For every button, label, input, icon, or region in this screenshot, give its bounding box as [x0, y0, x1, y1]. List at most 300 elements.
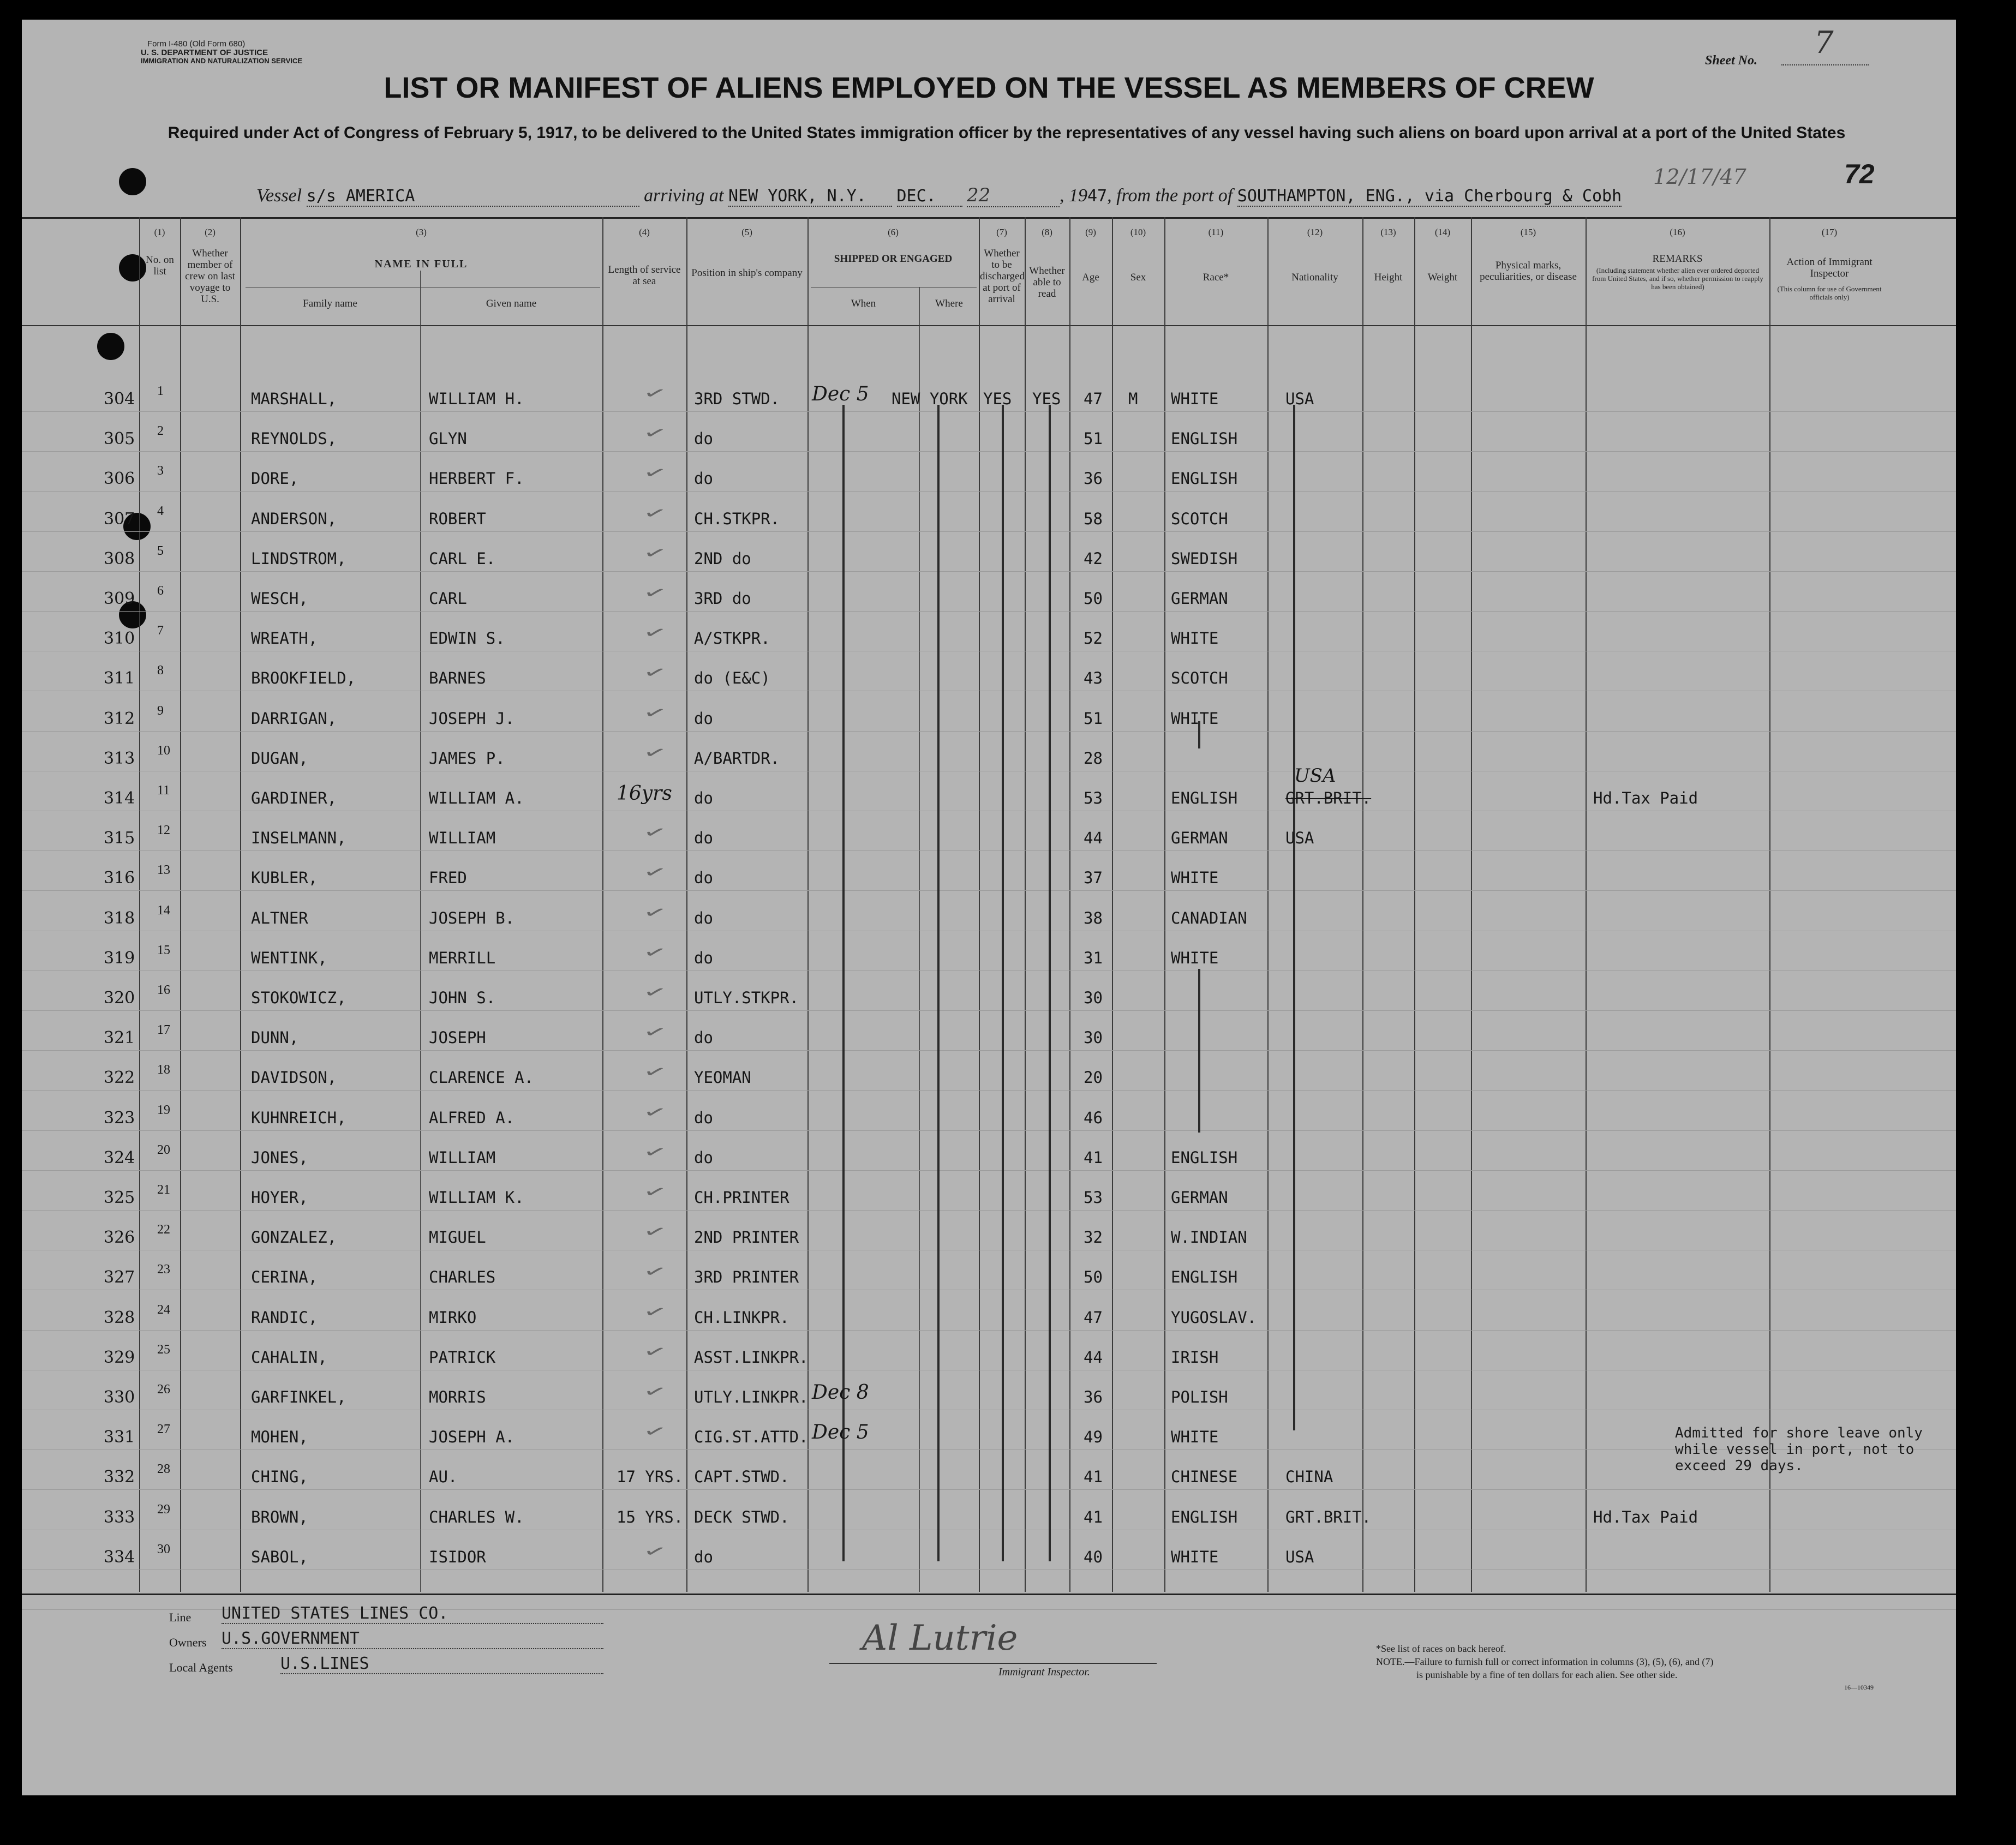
row-given-name: JAMES P.	[429, 748, 505, 768]
row-race: SWEDISH	[1171, 549, 1238, 568]
row-family-name: DARRIGAN,	[251, 709, 337, 728]
ruled-line	[22, 571, 1956, 572]
row-age: 43	[1084, 669, 1103, 688]
col-head-weight: Weight	[1427, 272, 1458, 283]
ruled-line	[22, 850, 1956, 851]
check-mark-icon: ✓	[643, 1538, 667, 1564]
sheet-number: 7	[1814, 25, 1834, 61]
check-mark-icon: ✓	[643, 1379, 667, 1404]
row-list-number: 21	[157, 1183, 170, 1197]
row-position: A/STKPR.	[694, 629, 770, 648]
row-service-length: 16yrs	[617, 782, 672, 805]
check-mark-icon: ✓	[643, 1259, 667, 1284]
row-position: CIG.ST.ATTD.	[694, 1428, 809, 1447]
form-service: IMMIGRATION AND NATURALIZATION SERVICE	[141, 57, 303, 65]
row-nationality: USA	[1285, 390, 1314, 408]
column-rule	[1471, 217, 1472, 1592]
column-rule	[420, 271, 421, 1592]
inspector-note-line: while vessel in port, not to	[1675, 1441, 1915, 1458]
form-number: Form I-480 (Old Form 680)	[147, 39, 246, 49]
line-value: UNITED STATES LINES CO.	[222, 1604, 603, 1624]
row-race: SCOTCH	[1171, 669, 1228, 688]
check-mark-icon: ✓	[643, 700, 667, 724]
row-list-number: 4	[157, 504, 164, 518]
row-age: 30	[1084, 989, 1103, 1007]
row-seq-number: 313	[104, 748, 135, 768]
row-age: 53	[1084, 1188, 1103, 1207]
row-nationality-correction: USA	[1294, 765, 1336, 787]
row-list-number: 23	[157, 1262, 170, 1277]
row-seq-number: 328	[104, 1308, 135, 1327]
row-given-name: JOSEPH J.	[429, 709, 515, 728]
row-age: 46	[1084, 1108, 1103, 1127]
row-service-length: 17 YRS.	[617, 1467, 684, 1487]
row-list-number: 7	[157, 624, 164, 638]
row-list-number: 14	[157, 903, 170, 918]
row-position: 2ND do	[694, 549, 751, 568]
row-seq-number: 304	[104, 390, 135, 409]
row-given-name: ISIDOR	[429, 1547, 486, 1566]
row-family-name: JONES,	[251, 1148, 308, 1167]
row-family-name: HOYER,	[251, 1188, 308, 1207]
column-rule	[240, 217, 241, 1592]
row-list-number: 10	[157, 743, 170, 758]
row-family-name: KUBLER,	[251, 868, 318, 888]
row-seq-number: 327	[104, 1268, 135, 1287]
row-given-name: ALFRED A.	[429, 1108, 515, 1127]
row-given-name: MIRKO	[429, 1308, 477, 1327]
check-mark-icon: ✓	[643, 540, 667, 565]
row-position: ASST.LINKPR.	[694, 1347, 809, 1367]
arrival-year-prefix: 19	[1069, 185, 1087, 206]
row-race: CANADIAN	[1171, 908, 1247, 927]
row-family-name: MARSHALL,	[251, 390, 337, 408]
row-list-number: 13	[157, 863, 170, 878]
col-num: (14)	[1434, 227, 1451, 237]
check-mark-icon: ✓	[643, 1299, 667, 1323]
header-divider	[22, 325, 1956, 326]
row-shipped-when: Dec 5	[812, 1421, 869, 1444]
row-seq-number: 311	[104, 669, 135, 688]
row-seq-number: 307	[104, 509, 135, 529]
col-num: (7)	[996, 227, 1007, 237]
col-num: (3)	[416, 227, 427, 237]
inspector-signature: Al Lutrie	[862, 1618, 1018, 1658]
row-position: 3RD STWD.	[694, 390, 780, 408]
row-age: 41	[1084, 1148, 1103, 1167]
check-mark-icon: ✓	[643, 1099, 667, 1124]
row-race: ENGLISH	[1171, 1507, 1238, 1526]
ruled-line	[22, 731, 1956, 732]
row-list-number: 19	[157, 1103, 170, 1117]
row-family-name: WENTINK,	[251, 948, 327, 967]
col-num: (16)	[1670, 227, 1685, 237]
row-given-name: WILLIAM K.	[429, 1188, 524, 1207]
row-nationality: USA	[1285, 1547, 1314, 1566]
punch-hole	[119, 168, 146, 195]
row-family-name: RANDIC,	[251, 1308, 318, 1327]
column-rule	[979, 217, 980, 1592]
row-list-number: 9	[157, 703, 164, 718]
col-head-remarks-note: (Including statement whether alien ever ordered deported from United States, and if so, whether permission to reapply has been obtained)	[1592, 266, 1763, 291]
ruled-line	[22, 1449, 1956, 1450]
row-family-name: CERINA,	[251, 1268, 318, 1287]
check-mark-icon: ✓	[643, 740, 667, 765]
owners-label: Owners	[169, 1636, 207, 1649]
check-mark-icon: ✓	[643, 660, 667, 685]
row-given-name: CLARENCE A.	[429, 1068, 534, 1087]
row-family-name: CHING,	[251, 1467, 308, 1487]
col-num: (9)	[1085, 227, 1096, 237]
col-head-read: Whether able to read	[1029, 265, 1065, 299]
check-mark-icon: ✓	[643, 500, 667, 525]
row-race: W.INDIAN	[1171, 1228, 1247, 1247]
row-given-name: CHARLES	[429, 1268, 496, 1287]
row-given-name: ROBERT	[429, 509, 486, 528]
inspector-note-line: exceed 29 days.	[1675, 1458, 1803, 1474]
row-age: 38	[1084, 908, 1103, 927]
departure-port: SOUTHAMPTON, ENG., via Cherbourg & Cobh	[1237, 187, 1622, 206]
row-seq-number: 334	[104, 1547, 135, 1567]
footnote-fine-cont: is punishable by a fine of ten dollars for each alien. See other side.	[1416, 1669, 1678, 1680]
ditto-mark	[1049, 405, 1051, 1561]
row-family-name: LINDSTROM,	[251, 549, 346, 568]
row-given-name: HERBERT F.	[429, 469, 524, 488]
row-seq-number: 323	[104, 1108, 135, 1128]
row-given-name: MORRIS	[429, 1388, 486, 1406]
col-head-where: Where	[935, 298, 963, 309]
row-seq-number: 332	[104, 1467, 135, 1487]
check-mark-icon: ✓	[643, 1219, 667, 1244]
row-race: ENGLISH	[1171, 429, 1238, 448]
check-mark-icon: ✓	[643, 580, 667, 605]
row-age: 51	[1084, 429, 1103, 448]
row-remarks: Hd.Tax Paid	[1593, 789, 1698, 807]
row-list-number: 17	[157, 1023, 170, 1038]
row-position: do	[694, 868, 713, 888]
col-head-age: Age	[1082, 272, 1099, 283]
agents-value: U.S.LINES	[280, 1654, 603, 1674]
row-given-name: JOSEPH B.	[429, 908, 515, 927]
row-list-number: 16	[157, 983, 170, 997]
row-given-name: EDWIN S.	[429, 629, 505, 648]
ruled-line	[22, 411, 1956, 412]
row-seq-number: 316	[104, 868, 135, 888]
row-position: CH.LINKPR.	[694, 1308, 789, 1327]
column-rule	[1586, 217, 1587, 1592]
row-family-name: BROOKFIELD,	[251, 669, 356, 688]
row-age: 51	[1084, 709, 1103, 728]
row-seq-number: 310	[104, 629, 135, 649]
row-race: ENGLISH	[1171, 1148, 1238, 1167]
row-age: 20	[1084, 1068, 1103, 1087]
row-seq-number: 308	[104, 549, 135, 568]
row-age: 47	[1084, 1308, 1103, 1327]
row-position: do	[694, 1028, 713, 1047]
col-num: (1)	[154, 227, 165, 237]
row-age: 28	[1084, 748, 1103, 768]
col-head-race: Race*	[1203, 272, 1229, 283]
row-race: SCOTCH	[1171, 509, 1228, 528]
check-mark-icon: ✓	[643, 420, 667, 445]
col-head-service: Length of service at sea	[608, 264, 681, 287]
col-head-no: No. on list	[146, 254, 174, 277]
row-position: 3RD do	[694, 589, 751, 608]
col-num: (15)	[1520, 227, 1536, 237]
row-given-name: WILLIAM A.	[429, 789, 524, 807]
row-seq-number: 306	[104, 469, 135, 489]
row-family-name: ANDERSON,	[251, 509, 337, 528]
row-age: 44	[1084, 829, 1103, 848]
row-nationality: GRT.BRIT.	[1285, 1507, 1372, 1526]
row-race: WHITE	[1171, 709, 1219, 728]
col-num: (5)	[741, 227, 752, 237]
row-race: GERMAN	[1171, 829, 1228, 848]
page-subtitle: Required under Act of Congress of February 5, 1917, to be delivered to the United States immigration officer by the representatives of any vessel having such aliens on board upon arrival at a port of the United States	[167, 124, 1846, 142]
row-list-number: 3	[157, 464, 164, 478]
row-age: 52	[1084, 629, 1103, 648]
col-num: (6)	[888, 227, 899, 237]
arrival-port: NEW YORK, N.Y.	[728, 187, 892, 207]
row-seq-number: 314	[104, 789, 135, 808]
signature-line	[829, 1663, 1157, 1664]
row-seq-number: 312	[104, 709, 135, 728]
ditto-mark	[937, 405, 940, 1561]
inspector-note-line: Admitted for shore leave only	[1675, 1425, 1923, 1441]
ruled-line	[22, 531, 1956, 532]
row-position: CH.PRINTER	[694, 1188, 789, 1207]
sheet-label: Sheet No.	[1705, 53, 1757, 68]
check-mark-icon: ✓	[643, 1339, 667, 1364]
row-position: do	[694, 429, 713, 448]
row-race: IRISH	[1171, 1347, 1219, 1367]
row-position: do (E&C)	[694, 669, 770, 688]
row-seq-number: 322	[104, 1068, 135, 1088]
col-num: (10)	[1130, 227, 1146, 237]
row-given-name: JOSEPH	[429, 1028, 486, 1047]
row-list-number: 24	[157, 1302, 170, 1317]
row-race: WHITE	[1171, 948, 1219, 967]
row-race: GERMAN	[1171, 1188, 1228, 1207]
check-mark-icon: ✓	[643, 1179, 667, 1204]
row-remarks: Hd.Tax Paid	[1593, 1507, 1698, 1526]
check-mark-icon: ✓	[643, 900, 667, 924]
row-seq-number: 331	[104, 1428, 135, 1447]
row-race: POLISH	[1171, 1388, 1228, 1406]
row-list-number: 15	[157, 943, 170, 957]
row-discharged: YES	[983, 390, 1012, 408]
row-seq-number: 329	[104, 1347, 135, 1367]
arrival-month: DEC.	[897, 187, 962, 207]
row-family-name: DORE,	[251, 469, 299, 488]
col-head-nationality: Nationality	[1291, 272, 1338, 283]
check-mark-icon: ✓	[643, 979, 667, 1004]
row-list-number: 22	[157, 1223, 170, 1237]
row-seq-number: 319	[104, 948, 135, 968]
row-family-name: BROWN,	[251, 1507, 308, 1526]
row-seq-number: 321	[104, 1028, 135, 1048]
row-race: WHITE	[1171, 1428, 1219, 1447]
row-position: do	[694, 829, 713, 848]
ruled-line	[22, 1010, 1956, 1011]
row-family-name: GARDINER,	[251, 789, 337, 807]
row-list-number: 29	[157, 1502, 170, 1517]
row-shipped-when: Dec 5	[812, 383, 869, 405]
row-family-name: ALTNER	[251, 908, 308, 927]
row-race: WHITE	[1171, 1547, 1219, 1566]
row-seq-number: 330	[104, 1388, 135, 1407]
row-race: ENGLISH	[1171, 789, 1238, 807]
row-age: 36	[1084, 469, 1103, 488]
col-num: (4)	[639, 227, 650, 237]
row-age: 32	[1084, 1228, 1103, 1247]
row-given-name: CHARLES W.	[429, 1507, 524, 1526]
row-position: do	[694, 1547, 713, 1566]
col-num: (8)	[1042, 227, 1052, 237]
row-list-number: 12	[157, 823, 170, 838]
row-race: ENGLISH	[1171, 469, 1238, 488]
row-given-name: BARNES	[429, 669, 486, 688]
row-given-name: WILLIAM	[429, 1148, 496, 1167]
row-age: 37	[1084, 868, 1103, 888]
row-list-number: 6	[157, 584, 164, 598]
col-head-sex: Sex	[1130, 272, 1146, 283]
row-given-name: GLYN	[429, 429, 467, 448]
col-head-when: When	[851, 298, 876, 309]
ruled-line	[22, 1050, 1956, 1051]
footnote-races: *See list of races on back hereof.	[1376, 1643, 1506, 1654]
column-rule	[180, 217, 181, 1592]
column-rule	[1362, 217, 1363, 1592]
row-family-name: SABOL,	[251, 1547, 308, 1566]
col-num: (11)	[1208, 227, 1224, 237]
row-nationality: CHINA	[1285, 1467, 1333, 1487]
row-family-name: GONZALEZ,	[251, 1228, 337, 1247]
row-age: 41	[1084, 1467, 1103, 1487]
row-race: YUGOSLAV.	[1171, 1308, 1257, 1327]
row-seq-number: 326	[104, 1228, 135, 1248]
row-family-name: DUNN,	[251, 1028, 299, 1047]
form-department: U. S. DEPARTMENT OF JUSTICE	[141, 48, 268, 57]
stamp-date: 12/17/47	[1653, 165, 1746, 189]
col-num: (13)	[1380, 227, 1396, 237]
row-list-number: 8	[157, 663, 164, 678]
column-rule	[1025, 217, 1026, 1592]
col-head-name: NAME IN FULL	[374, 258, 468, 270]
row-service-length: 15 YRS.	[617, 1507, 684, 1526]
row-age: 58	[1084, 509, 1103, 528]
row-family-name: KUHNREICH,	[251, 1108, 346, 1127]
row-position: UTLY.LINKPR.	[694, 1388, 809, 1406]
owners-value: U.S.GOVERNMENT	[222, 1629, 603, 1649]
row-given-name: CARL	[429, 589, 467, 608]
check-mark-icon: ✓	[643, 620, 667, 645]
col-head-height: Height	[1374, 272, 1403, 283]
column-rule	[807, 217, 809, 1592]
voyage-line: Vessel s/s AMERICA arriving at NEW YORK, N.Y. DEC. 22 , 1947, from the port of SOUTHAMPTON, ENG., via Cherbourg & Cobh	[256, 184, 1622, 206]
check-mark-icon: ✓	[643, 860, 667, 884]
row-shipped-where: NEW YORK	[892, 390, 968, 408]
col-head-given-name: Given name	[486, 298, 537, 309]
row-list-number: 5	[157, 543, 164, 558]
row-family-name: DAVIDSON,	[251, 1068, 337, 1087]
row-position: do	[694, 948, 713, 967]
row-race: WHITE	[1171, 868, 1219, 888]
arriving-label: arriving at	[644, 185, 724, 206]
arrival-day: 22	[967, 184, 1060, 207]
column-rule	[1069, 217, 1070, 1592]
row-given-name: PATRICK	[429, 1347, 496, 1367]
col-num: (2)	[205, 227, 216, 237]
ditto-mark	[1002, 405, 1004, 1561]
row-race: CHINESE	[1171, 1467, 1238, 1487]
row-given-name: MIGUEL	[429, 1228, 486, 1247]
check-mark-icon: ✓	[643, 460, 667, 485]
row-position: 3RD PRINTER	[694, 1268, 799, 1287]
row-position: do	[694, 1148, 713, 1167]
column-rule	[919, 287, 920, 1592]
row-seq-number: 324	[104, 1148, 135, 1167]
row-nationality: GRT.BRIT.	[1285, 789, 1372, 807]
ruled-line	[22, 1090, 1956, 1091]
row-family-name: DUGAN,	[251, 748, 308, 768]
ruled-line	[22, 1489, 1956, 1490]
vessel-label: Vessel	[256, 185, 302, 206]
row-family-name: CAHALIN,	[251, 1347, 327, 1367]
ruled-line	[22, 611, 1956, 612]
row-position: do	[694, 469, 713, 488]
check-mark-icon: ✓	[643, 1059, 667, 1084]
ruled-line	[22, 1130, 1956, 1131]
row-seq-number: 305	[104, 429, 135, 449]
row-age: 50	[1084, 589, 1103, 608]
row-given-name: FRED	[429, 868, 467, 888]
column-rule	[686, 217, 687, 1592]
row-age: 42	[1084, 549, 1103, 568]
row-list-number: 1	[157, 384, 164, 398]
row-seq-number: 315	[104, 829, 135, 848]
row-list-number: 18	[157, 1063, 170, 1077]
row-age: 30	[1084, 1028, 1103, 1047]
check-mark-icon: ✓	[643, 819, 667, 844]
row-given-name: JOHN S.	[429, 989, 496, 1007]
ruled-line	[22, 1170, 1956, 1171]
column-rule	[1267, 217, 1269, 1592]
row-list-number: 25	[157, 1342, 170, 1357]
row-position: DECK STWD.	[694, 1507, 789, 1526]
row-list-number: 11	[157, 783, 170, 798]
manifest-sheet	[22, 20, 1956, 1795]
line-label: Line	[169, 1610, 192, 1624]
row-age: 36	[1084, 1388, 1103, 1406]
row-age: 50	[1084, 1268, 1103, 1287]
ruled-line	[22, 491, 1956, 492]
column-rule	[1112, 217, 1113, 1592]
row-seq-number: 333	[104, 1507, 135, 1527]
col-head-remarks: REMARKS	[1652, 253, 1703, 265]
ditto-mark	[1198, 969, 1200, 1133]
row-sex: M	[1128, 390, 1138, 408]
row-list-number: 26	[157, 1382, 170, 1397]
col-head-family-name: Family name	[303, 298, 357, 309]
row-given-name: AU.	[429, 1467, 458, 1487]
row-race: GERMAN	[1171, 589, 1228, 608]
vessel-name: s/s AMERICA	[307, 187, 639, 207]
row-family-name: MOHEN,	[251, 1428, 308, 1447]
row-age: 44	[1084, 1347, 1103, 1367]
column-rule	[1769, 217, 1770, 1592]
row-given-name: WILLIAM H.	[429, 390, 524, 408]
